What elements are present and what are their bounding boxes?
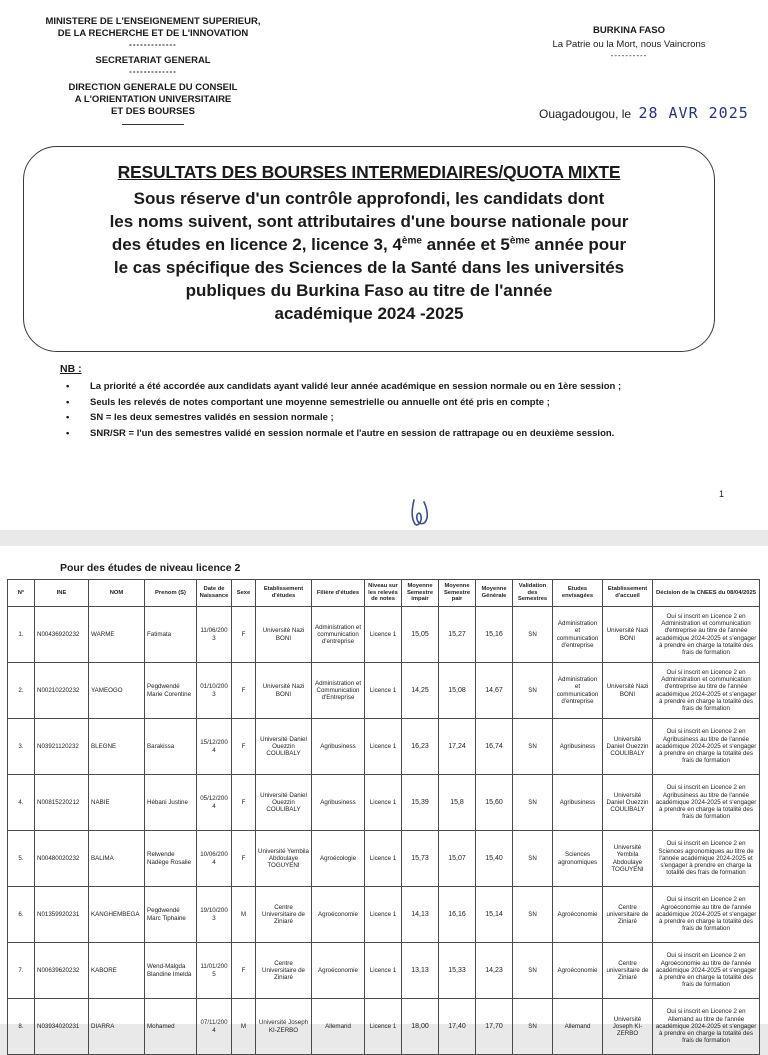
ine-cell: N00210220232 (35, 663, 89, 719)
level-cell: Licence 1 (365, 887, 402, 943)
column-header: Sexe (232, 580, 256, 607)
header-separator: ------------- (129, 40, 177, 49)
host-institution-cell: Université Daniel Ouezzin COULIBALY (603, 775, 653, 831)
semester-validation-cell: SN (513, 831, 553, 887)
first-name-cell: Wend-Malgda Blandine Imelda (145, 943, 197, 999)
decision-cell: Oui si inscrit en Licence 2 en Sciences agronomiques au titre de l'année académique 2024-2025 et s'engager à prendre en charge la totalité des frais de formation (653, 831, 760, 887)
ministry-name-line-1: MINISTERE DE L'ENSEIGNEMENT SUPERIEUR, (45, 16, 261, 27)
header-underline (122, 124, 184, 125)
overall-average-cell: 14,67 (476, 663, 513, 719)
odd-semester-average-cell: 18,00 (402, 999, 439, 1055)
announcement-line-2: les noms suivent, sont attributaires d'une bourse nationale pour (109, 212, 629, 231)
overall-average-cell: 15,60 (476, 775, 513, 831)
odd-semester-average-cell: 16,23 (402, 719, 439, 775)
table-row (8, 831, 760, 887)
row-number: 1. (8, 607, 35, 663)
birth-date-cell: 15/12/2004 (197, 719, 232, 775)
birth-date-cell: 01/10/2003 (197, 663, 232, 719)
study-institution-cell: Université Daniel Ouezzin COULIBALY (256, 719, 312, 775)
announcement-line-3: des études en licence 2, licence 3, 4ème année et 5ème année pour (111, 235, 627, 254)
overall-average-cell: 17,70 (476, 999, 513, 1055)
study-field-cell: Agroéconomie (312, 887, 365, 943)
overall-average-cell: 15,40 (476, 831, 513, 887)
study-field-cell: Agribusiness (312, 719, 365, 775)
study-institution-cell: Centre Universitaire de Ziniaré (256, 887, 312, 943)
results-table (7, 579, 760, 1055)
column-header: Niveau sur les relevés de notes (365, 580, 402, 607)
results-table-body (8, 607, 760, 1055)
ine-cell: N03921120232 (35, 719, 89, 775)
host-institution-cell: Université Joseph KI-ZERBO (603, 999, 653, 1055)
host-institution-cell: Centre universitaire de Ziniaré (603, 887, 653, 943)
ine-cell: N01359920231 (35, 887, 89, 943)
direction-name-line-2: A L'ORIENTATION UNIVERSITAIRE (74, 94, 232, 105)
announcement-line-1: Sous réserve d'un contrôle approfondi, les candidats dont (133, 189, 605, 208)
column-header: NOM (89, 580, 145, 607)
study-institution-cell: Université Joseph KI-ZERBO (256, 999, 312, 1055)
last-name-cell: BALIMA (89, 831, 145, 887)
decision-cell: Oui si inscrit en Licence 2 en Agribusiness au titre de l'année académique 2024-2025 et s'engager à prendre en charge la totalité des frais de formation (653, 719, 760, 775)
overall-average-cell: 15,14 (476, 887, 513, 943)
nb-item: • Seuls les relevés de notes comportant une moyenne semestrielle ou annuelle ont été pris en compte ; (60, 395, 750, 411)
place-label: Ouagadougou, le (539, 107, 632, 121)
last-name-cell: BLEGNE (89, 719, 145, 775)
study-institution-cell: Université Daniel Ouezzin COULIBALY (256, 775, 312, 831)
birth-date-cell: 10/06/2004 (197, 831, 232, 887)
level-cell: Licence 1 (365, 719, 402, 775)
page-number: 1 (719, 489, 725, 499)
table-header-row (8, 580, 760, 607)
birth-date-cell: 19/10/2003 (197, 887, 232, 943)
last-name-cell: KABORE (89, 943, 145, 999)
sex-cell: F (232, 719, 256, 775)
column-header: Prenom (S) (145, 580, 197, 607)
table-row (8, 887, 760, 943)
last-name-cell: WARME (89, 607, 145, 663)
row-number: 8. (8, 999, 35, 1055)
sex-cell: F (232, 943, 256, 999)
column-header: Moyenne Générale (476, 580, 513, 607)
document-page-2 (0, 546, 768, 1045)
column-header: Etablissement d'études (256, 580, 312, 607)
even-semester-average-cell: 16,16 (439, 887, 476, 943)
announcement-line-4: le cas spécifique des Sciences de la Santé dans les universités (113, 258, 625, 277)
ine-cell: N00815220212 (35, 775, 89, 831)
host-institution-cell: Université Yembila Abdoulaye TOGUYENI (603, 831, 653, 887)
header-separator: ---------- (610, 51, 648, 60)
nb-item: • SN = les deux semestres validés en session normale ; (60, 410, 750, 426)
row-number: 4. (8, 775, 35, 831)
study-field-cell: Agroéconomie (312, 943, 365, 999)
first-name-cell: Barakissa (145, 719, 197, 775)
study-field-cell: Agroécologie (312, 831, 365, 887)
section-title: Pour des études de niveau licence 2 (60, 562, 241, 574)
country-name: BURKINA FASO (593, 25, 665, 36)
ine-cell: N00639620232 (35, 943, 89, 999)
odd-semester-average-cell: 15,73 (402, 831, 439, 887)
overall-average-cell: 15,16 (476, 607, 513, 663)
planned-studies-cell: Agroéconomie (553, 887, 603, 943)
host-institution-cell: Université Nazi BONI (603, 663, 653, 719)
study-field-cell: Administration et communication d'entreprise (312, 607, 365, 663)
ine-cell: N00436920232 (35, 607, 89, 663)
column-header: Date de Naissance (197, 580, 232, 607)
sex-cell: F (232, 607, 256, 663)
even-semester-average-cell: 15,8 (439, 775, 476, 831)
results-title-box (23, 146, 715, 352)
decision-cell: Oui si inscrit en Licence 2 en Agribusiness au titre de l'année académique 2024-2025 et s'engager à prendre en charge la totalité des frais de formation (653, 775, 760, 831)
signature-mark (408, 496, 432, 530)
level-cell: Licence 1 (365, 943, 402, 999)
announcement-text (24, 187, 714, 325)
place-and-date (539, 104, 749, 122)
row-number: 2. (8, 663, 35, 719)
header-separator: ------------- (129, 67, 177, 76)
nb-label: NB : (60, 363, 82, 375)
planned-studies-cell: Agroéconomie (553, 943, 603, 999)
level-cell: Licence 1 (365, 831, 402, 887)
study-field-cell: Administration et Communication d'Entreprise (312, 663, 365, 719)
odd-semester-average-cell: 14,13 (402, 887, 439, 943)
last-name-cell: DIARRA (89, 999, 145, 1055)
semester-validation-cell: SN (513, 607, 553, 663)
row-number: 6. (8, 887, 35, 943)
secretariat-name: SECRETARIAT GENERAL (95, 55, 211, 66)
table-row (8, 999, 760, 1055)
column-header: Moyenne Semestre pair (439, 580, 476, 607)
first-name-cell: Pegdwendé Marc Tiphaine (145, 887, 197, 943)
semester-validation-cell: SN (513, 719, 553, 775)
last-name-cell: NABIE (89, 775, 145, 831)
host-institution-cell: Université Nazi BONI (603, 607, 653, 663)
column-header: Moyenne Semestre impair (402, 580, 439, 607)
level-cell: Licence 1 (365, 607, 402, 663)
semester-validation-cell: SN (513, 943, 553, 999)
direction-name-line-3: ET DES BOURSES (111, 106, 195, 117)
column-header: INE (35, 580, 89, 607)
planned-studies-cell: Agribusiness (553, 719, 603, 775)
host-institution-cell: Centre universitaire de Ziniaré (603, 943, 653, 999)
decision-cell: Oui si inscrit en Licence 2 en Allemand au titre de l'année académique 2024-2025 et s'engager à prendre en charge la totalité des frais de formation (653, 999, 760, 1055)
first-name-cell: Relwende Nadège Rosalie (145, 831, 197, 887)
column-header: Validation des Semestres (513, 580, 553, 607)
even-semester-average-cell: 15,27 (439, 607, 476, 663)
level-cell: Licence 1 (365, 775, 402, 831)
nb-item: • La priorité a été accordée aux candidats ayant validé leur année académique en session normale ou en 1ère session ; (60, 379, 750, 395)
sex-cell: M (232, 999, 256, 1055)
table-row (8, 607, 760, 663)
study-institution-cell: Université Nazi BONI (256, 607, 312, 663)
column-header: Etablissement d'accueil (603, 580, 653, 607)
row-number: 5. (8, 831, 35, 887)
host-institution-cell: Université Daniel Ouezzin COULIBALY (603, 719, 653, 775)
last-name-cell: YAMEOGO (89, 663, 145, 719)
even-semester-average-cell: 15,08 (439, 663, 476, 719)
level-cell: Licence 1 (365, 663, 402, 719)
birth-date-cell: 11/01/2005 (197, 943, 232, 999)
nb-item: • SNR/SR = l'un des semestres validé en session normale et l'autre en session de rattrapage ou en deuxième session. (60, 426, 750, 442)
semester-validation-cell: SN (513, 663, 553, 719)
even-semester-average-cell: 17,40 (439, 999, 476, 1055)
study-field-cell: Allemand (312, 999, 365, 1055)
table-row (8, 663, 760, 719)
ministry-header (22, 16, 284, 125)
sex-cell: F (232, 775, 256, 831)
announcement-line-6: académique 2024 -2025 (274, 304, 464, 323)
birth-date-cell: 11/06/2003 (197, 607, 232, 663)
decision-cell: Oui si inscrit en Licence 2 en Administration et communication d'entreprise au titre de l'année académique 2024-2025 et s'engager à prendre en charge la totalité des frais de formation (653, 663, 760, 719)
odd-semester-average-cell: 15,39 (402, 775, 439, 831)
study-field-cell: Agribusiness (312, 775, 365, 831)
decision-cell: Oui si inscrit en Licence 2 en Administration et communication d'entreprise au titre de l'année académique 2024-2025 et s'engager à prendre en charge la totalité des frais de formation (653, 607, 760, 663)
semester-validation-cell: SN (513, 775, 553, 831)
decision-cell: Oui si inscrit en Licence 2 en Agroéconomie au titre de l'année académique 2024-2025 et s'engager à prendre en charge la totalité des frais de formation (653, 887, 760, 943)
row-number: 7. (8, 943, 35, 999)
sex-cell: M (232, 887, 256, 943)
nb-list (60, 379, 750, 441)
odd-semester-average-cell: 15,05 (402, 607, 439, 663)
column-header: Filière d'études (312, 580, 365, 607)
study-institution-cell: Université Yembila Abdoulaye TOGUYENI (256, 831, 312, 887)
column-header: Décision de la CNEES du 08/04/2025 (653, 580, 760, 607)
table-row (8, 943, 760, 999)
odd-semester-average-cell: 13,13 (402, 943, 439, 999)
study-institution-cell: Université Nazi BONI (256, 663, 312, 719)
ine-cell: N00480020232 (35, 831, 89, 887)
overall-average-cell: 16,74 (476, 719, 513, 775)
first-name-cell: Pegdwendé Marie Corentine (145, 663, 197, 719)
semester-validation-cell: SN (513, 887, 553, 943)
document-title: RESULTATS DES BOURSES INTERMEDIAIRES/QUOTA MIXTE (117, 162, 621, 182)
ine-cell: N03934020231 (35, 999, 89, 1055)
first-name-cell: Mohamed (145, 999, 197, 1055)
planned-studies-cell: Allemand (553, 999, 603, 1055)
table-row (8, 775, 760, 831)
date-stamp: 28 AVR 2025 (638, 104, 749, 122)
birth-date-cell: 07/11/2004 (197, 999, 232, 1055)
decision-cell: Oui si inscrit en Licence 2 en Agroéconomie au titre de l'année académique 2024-2025 et s'engager à prendre en charge la totalité des frais de formation (653, 943, 760, 999)
planned-studies-cell: Sciences agronomiques (553, 831, 603, 887)
even-semester-average-cell: 17,24 (439, 719, 476, 775)
national-motto: La Patrie ou la Mort, nous Vaincrons (552, 39, 706, 50)
row-number: 3. (8, 719, 35, 775)
column-header: Etudes envisagées (553, 580, 603, 607)
planned-studies-cell: Administration et communication d'entreprise (553, 663, 603, 719)
planned-studies-cell: Administration et communication d'entreprise (553, 607, 603, 663)
first-name-cell: Hébani Justine (145, 775, 197, 831)
column-header: N° (8, 580, 35, 607)
last-name-cell: KANGHEMBEGA (89, 887, 145, 943)
announcement-line-5: publiques du Burkina Faso au titre de l'année (185, 281, 553, 300)
direction-name-line-1: DIRECTION GENERALE DU CONSEIL (68, 82, 238, 93)
sex-cell: F (232, 663, 256, 719)
even-semester-average-cell: 15,07 (439, 831, 476, 887)
nota-bene (60, 363, 750, 441)
country-header (520, 24, 738, 60)
even-semester-average-cell: 15,33 (439, 943, 476, 999)
semester-validation-cell: SN (513, 999, 553, 1055)
ministry-name-line-2: DE LA RECHERCHE ET DE L'INNOVATION (57, 28, 249, 39)
level-cell: Licence 1 (365, 999, 402, 1055)
birth-date-cell: 05/12/2004 (197, 775, 232, 831)
study-institution-cell: Centre Universitaire de Ziniaré (256, 943, 312, 999)
odd-semester-average-cell: 14,25 (402, 663, 439, 719)
first-name-cell: Fatimata (145, 607, 197, 663)
sex-cell: F (232, 831, 256, 887)
overall-average-cell: 14,23 (476, 943, 513, 999)
planned-studies-cell: Agribusiness (553, 775, 603, 831)
table-row (8, 719, 760, 775)
